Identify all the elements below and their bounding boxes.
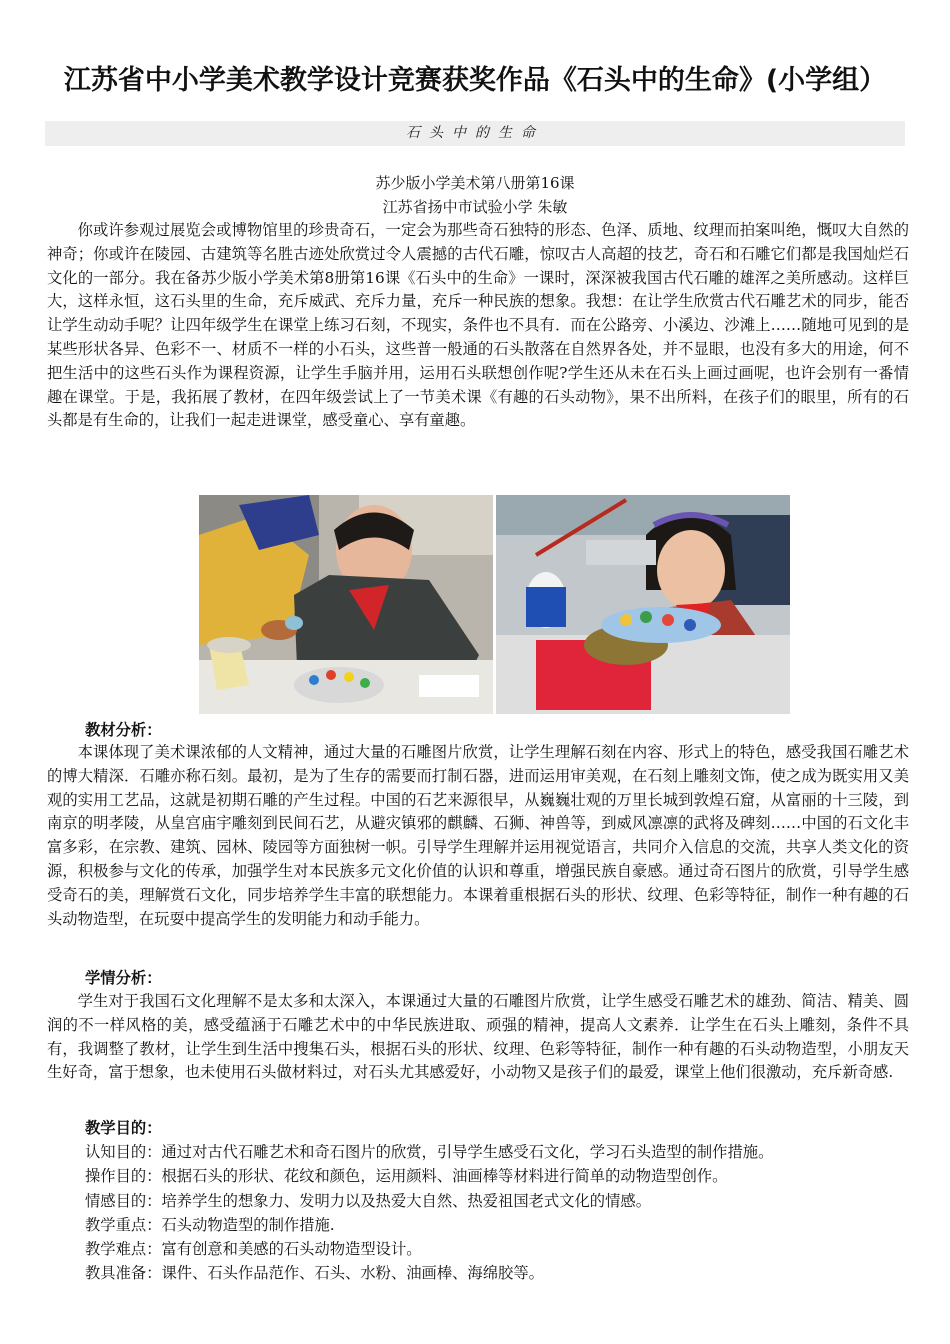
students-paragraph	[47, 990, 909, 1085]
photo-boy-image	[199, 495, 493, 714]
intro-paragraph	[47, 219, 909, 433]
banner-bar	[45, 121, 905, 146]
author-info: 江苏省扬中市试验小学 朱敏	[382, 198, 568, 216]
photo-girl-painting	[496, 495, 790, 714]
materials-text: 本课体现了美术课浓郁的人文精神，通过大量的石雕图片欣赏，让学生理解石刻在内容、形式上的特色，感受我国石雕艺术的博大精深．石雕亦称石刻。最初，是为了生存的需要而打制石器，进而运用审美观，在石刻上雕刻文饰，使之成为既实用又美观的实用工艺品，这就是初期石雕的产生过程。中国的石艺来源很早，从巍巍壮观的万里长城到敦煌石窟，从富丽的十三陵，到南京的明孝陵，从皇宫庙宇雕刻到民间石艺，从避灾镇邪的麒麟、石狮、神兽等，到威风凛凛的武将及碑刻……中国的石文化丰富多彩，在宗教、建筑、园林、陵园等方面独树一帜。引导学生理解并运用视觉语言，共同介入信息的交流，共享人类文化的资源，积极参与文化的传承，加强学生对本民族多元文化价值的认识和尊重，增强民族自豪感。通过奇石图片的欣赏，引导学生感受奇石的美，理解赏石文化，同步培养学生丰富的联想能力。本课着重根据石头的形状、纹理、色彩等特征，制作一种有趣的石头动物造型，在玩耍中提高学生的发明能力和动手能力。	[47, 743, 909, 928]
materials-paragraph	[47, 741, 909, 931]
teaching-key-point: 教学重点：石头动物造型的制作措施.	[85, 1215, 335, 1234]
photo-boy-painting	[199, 495, 493, 714]
banner-title: 石头中的生命	[406, 125, 544, 141]
teaching-materials: 教具准备：课件、石头作品范作、石头、水粉、油画棒、海绵胶等。	[85, 1264, 544, 1283]
section-heading-goals: 教学目的：	[85, 1119, 162, 1137]
goal-cognitive: 认知目的：通过对古代石雕艺术和奇石图片的欣赏，引导学生感受石文化，学习石头造型的制作措施。	[85, 1143, 774, 1161]
photo-girl-image	[496, 495, 790, 714]
intro-text: 你或许参观过展览会或博物馆里的珍贵奇石，一定会为那些奇石独特的形态、色泽、质地、纹理而拍案叫绝，慨叹大自然的神奇；你或许在陵园、古建筑等名胜古迹处欣赏过令人震撼的古代石雕，惊叹古人高超的技艺，奇石和石雕它们都是我国灿烂石文化的一部分。我在备苏少版小学美术第8册第16课《石头中的生命》一课时，深深被我国古代石雕的雄浑之美所感动。这样巨大，这样永恒，这石头里的生命，充斥威武、充斥力量，充斥一种民族的想象。我想：在让学生欣赏古代石雕艺术的同步，能否让学生动动手呢？让四年级学生在课堂上练习石刻，不现实，条件也不具有．而在公路旁、小溪边、沙滩上……随地可见到的是某些形状各异、色彩不一、材质不一样的小石头，这些普一般通的石头散落在自然界各处，并不显眼，也没有多大的用途，何不把生活中的这些石头作为课程资源，让学生手脑并用，运用石头联想创作呢?学生还从未在石头上画过画呢，也许会别有一番情趣在课堂。于是，我拓展了教材，在四年级尝试上了一节美术课《有趣的石头动物》，果不出所料，在孩子们的眼里，所有的石头都是有生命的，让我们一起走进课堂，感受童心、享有童趣。	[47, 221, 909, 430]
goal-emotion: 情感目的：培养学生的想象力、发明力以及热爱大自然、热爱祖国老式文化的情感。	[85, 1191, 651, 1210]
section-heading-materials: 教材分析：	[85, 721, 162, 739]
section-heading-students: 学情分析：	[85, 969, 162, 987]
teaching-difficulty: 教学难点：富有创意和美感的石头动物造型设计。	[85, 1240, 422, 1259]
lesson-info: 苏少版小学美术第八册第16课	[375, 174, 575, 192]
goal-operation: 操作目的：根据石头的形状、花纹和颜色，运用颜料、油画棒等材料进行简单的动物造型创作。	[85, 1167, 728, 1186]
goals-list	[85, 1140, 915, 1286]
document-title: 江苏省中小学美术教学设计竞赛获奖作品《石头中的生命》(小学组）	[63, 65, 887, 96]
classroom-photos	[199, 495, 790, 714]
students-text: 学生对于我国石文化理解不是太多和太深入，本课通过大量的石雕图片欣赏，让学生感受石雕艺术的雄劲、简洁、精美、圆润的不一样风格的美，感受蕴涵于石雕艺术中的中华民族进取、顽强的精神，提高人文素养．让学生在石头上雕刻，条件不具有，我调整了教材，让学生到生活中搜集石头，根据石头的形状、纹理、色彩等特征，制作一种有趣的石头动物造型，小朋友天生好奇，富于想象，也未使用石头做材料过，对石头尤其感爱好，小动物又是孩子们的最爱，课堂上他们很激动，充斥新奇感.	[47, 992, 909, 1082]
